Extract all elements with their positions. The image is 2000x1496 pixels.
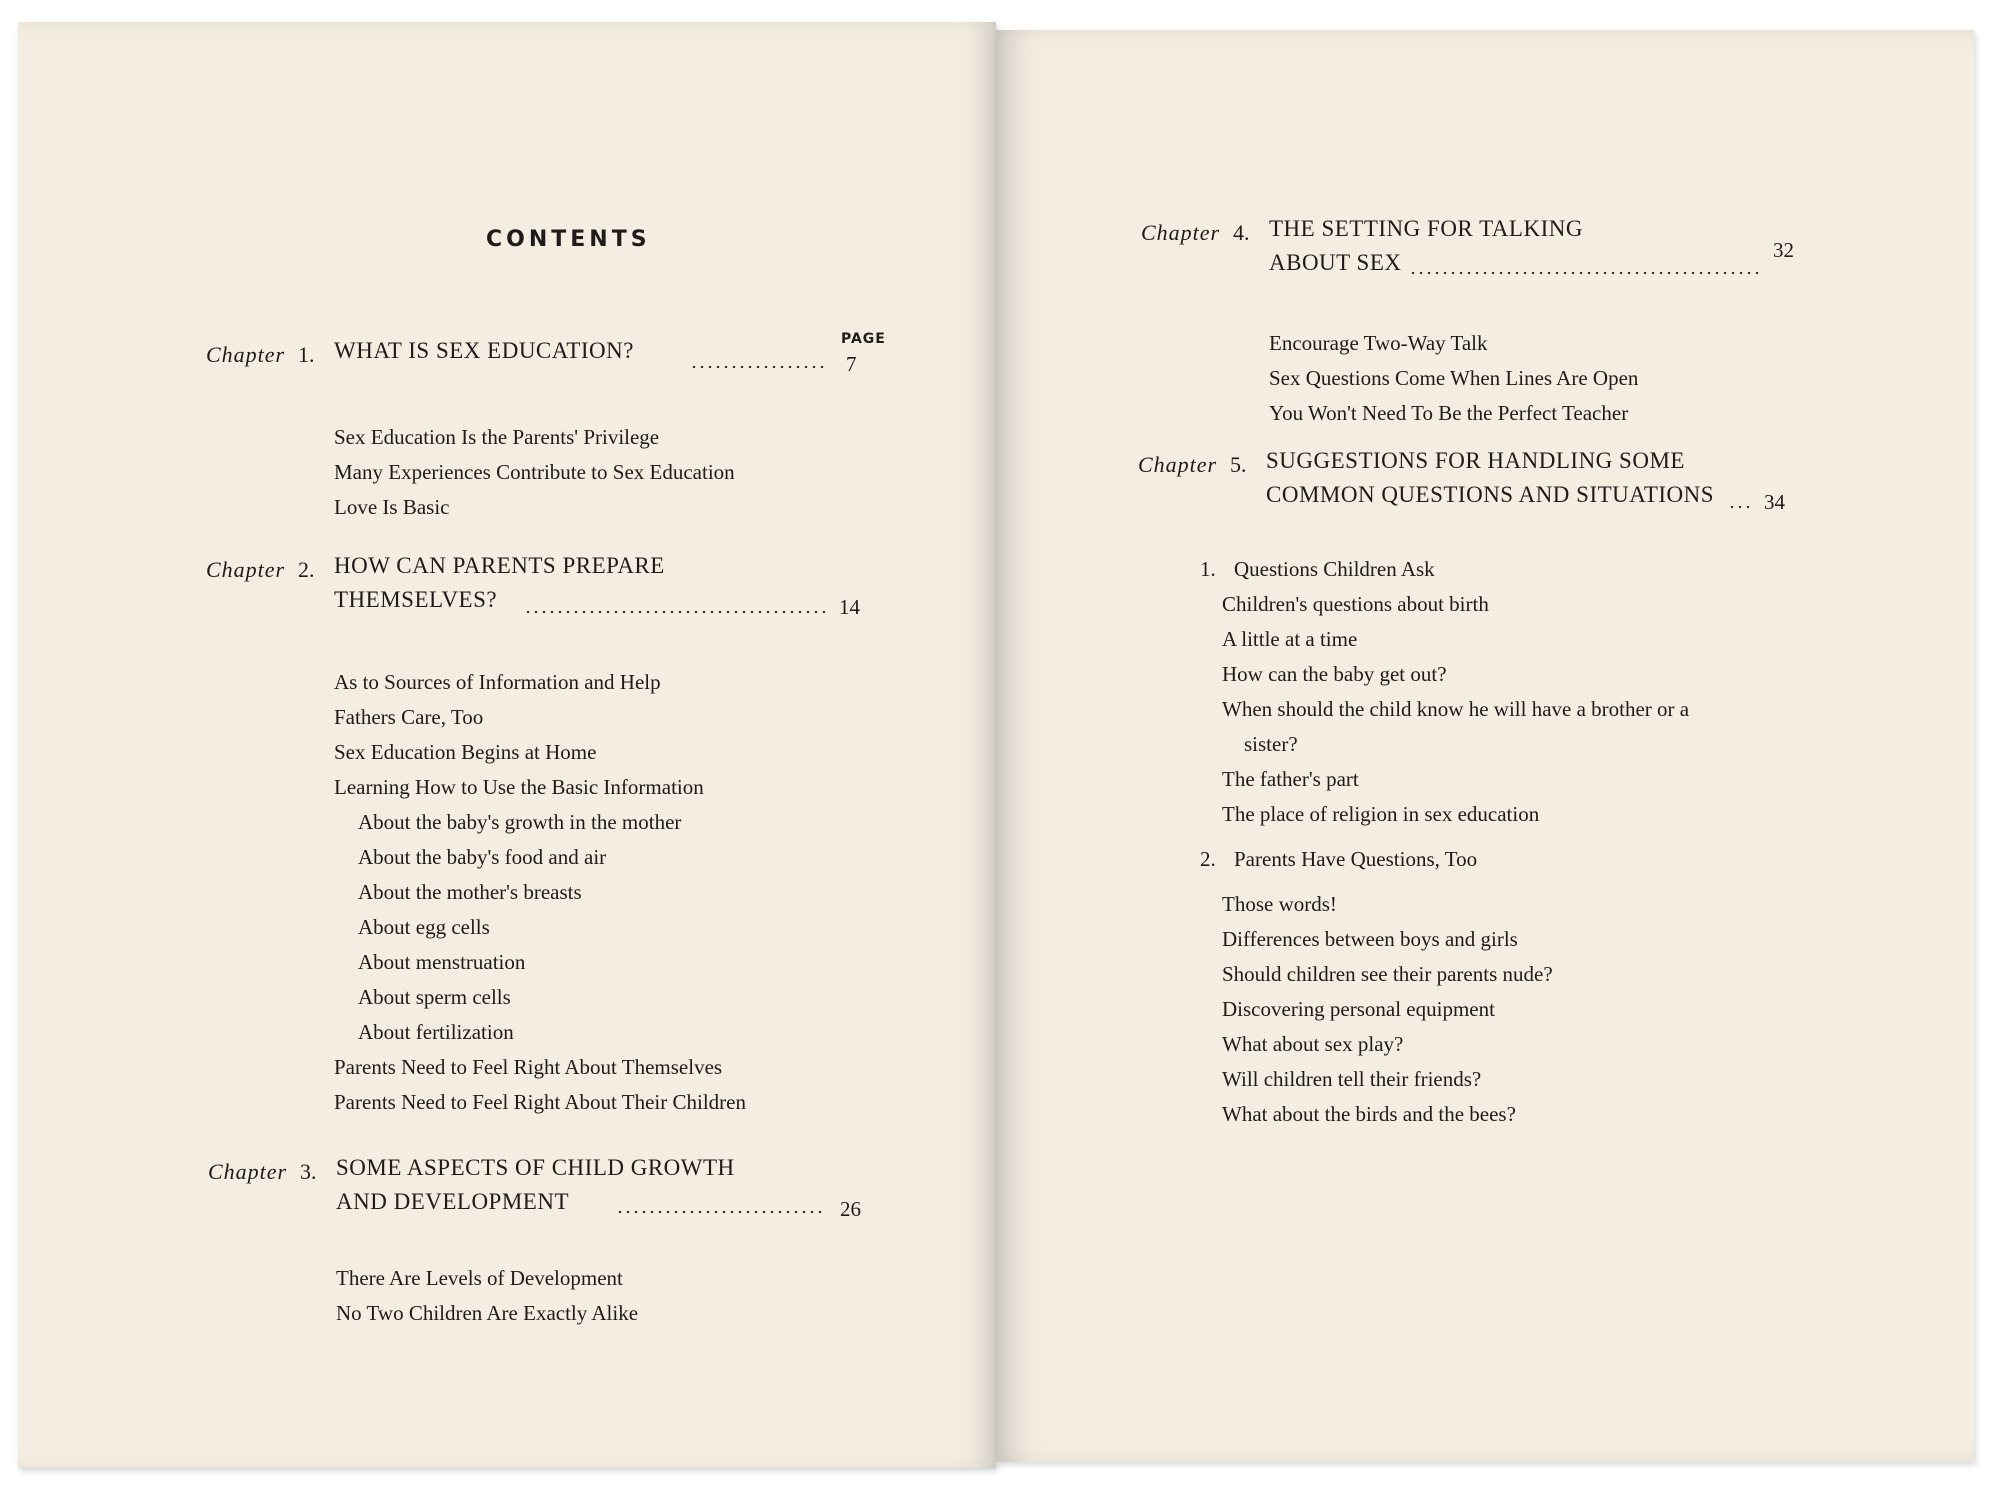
list-item: Many Experiences Contribute to Sex Education — [334, 460, 735, 484]
dot-leader — [1728, 506, 1750, 508]
chapter-title-line-1: SOME ASPECTS OF CHILD GROWTH — [336, 1155, 735, 1180]
section-2 — [1200, 842, 1820, 1132]
list-item: Children's questions about birth — [1222, 592, 1489, 616]
sub-list-item: About the baby's growth in the mother — [358, 810, 682, 834]
section-heading — [1200, 552, 1820, 587]
contents-heading: CONTENTS — [486, 227, 651, 252]
list-item: When should the child know he will have a brother or a — [1222, 697, 1690, 721]
chapter-items — [1269, 326, 1829, 431]
chapter-label: Chapter — [1141, 220, 1221, 245]
chapter-items — [336, 1261, 896, 1331]
list-item: Sex Education Is the Parents' Privilege — [334, 425, 660, 449]
chapter-number: 5. — [1230, 452, 1247, 477]
chapter-page-number: 26 — [840, 1197, 861, 1221]
dot-leader — [524, 611, 826, 613]
chapter-heading — [208, 1155, 908, 1221]
chapter-2 — [206, 553, 906, 1114]
section-title: Questions Children Ask — [1234, 557, 1435, 581]
chapter-title-line-2: AND DEVELOPMENT — [336, 1189, 570, 1214]
sub-list-item: About fertilization — [358, 1020, 514, 1044]
dot-leader — [690, 366, 826, 368]
list-item: Differences between boys and girls — [1222, 927, 1518, 951]
sub-list-item: About egg cells — [358, 915, 490, 939]
chapter-page-number: 7 — [846, 352, 857, 376]
section-items — [1200, 587, 1820, 832]
list-item: How can the baby get out? — [1222, 662, 1447, 686]
list-item: What about the birds and the bees? — [1222, 1102, 1516, 1126]
list-item: Parents Need to Feel Right About Themselves — [334, 1055, 723, 1079]
list-item: There Are Levels of Development — [336, 1266, 623, 1290]
section-number: 1. — [1200, 557, 1216, 581]
chapter-page-number: 32 — [1773, 238, 1794, 262]
chapter-title-line-2: COMMON QUESTIONS AND SITUATIONS — [1266, 482, 1715, 507]
chapter-number: 4. — [1233, 220, 1250, 245]
section-items — [1200, 887, 1820, 1132]
chapter-title-line-2: THEMSELVES? — [334, 587, 498, 612]
sub-list-item: About the mother's breasts — [358, 880, 582, 904]
chapter-page-number: 14 — [839, 595, 860, 619]
list-item: Should children see their parents nude? — [1222, 962, 1553, 986]
list-item-continuation: sister? — [1244, 732, 1298, 756]
list-item: You Won't Need To Be the Perfect Teacher — [1269, 401, 1629, 425]
chapter-heading — [206, 553, 906, 619]
list-item: Fathers Care, Too — [334, 705, 484, 729]
right-page — [996, 30, 1974, 1462]
chapter-number: 1. — [298, 342, 315, 367]
chapter-title-line-1: SUGGESTIONS FOR HANDLING SOME — [1266, 448, 1685, 473]
sub-list-item: About menstruation — [358, 950, 526, 974]
list-item: Those words! — [1222, 892, 1337, 916]
chapter-items — [334, 665, 894, 1120]
chapter-title: WHAT IS SEX EDUCATION? — [334, 338, 634, 363]
list-item: As to Sources of Information and Help — [334, 670, 661, 694]
list-item: Will children tell their friends? — [1222, 1067, 1482, 1091]
dot-leader — [1409, 272, 1759, 274]
chapter-heading — [1138, 448, 1838, 514]
chapter-items — [334, 420, 894, 525]
chapter-label: Chapter — [206, 557, 286, 582]
chapter-heading — [1141, 216, 1841, 275]
chapter-5 — [1138, 448, 1838, 1126]
list-item: Discovering personal equipment — [1222, 997, 1495, 1021]
chapter-3 — [208, 1155, 908, 1325]
chapter-number: 2. — [298, 557, 315, 582]
chapter-title-line-1: THE SETTING FOR TALKING — [1269, 216, 1583, 241]
section-number: 2. — [1200, 847, 1216, 871]
chapter-title-line-2: ABOUT SEX — [1269, 250, 1402, 275]
page-column-label: PAGE — [841, 331, 886, 347]
list-item: Learning How to Use the Basic Information — [334, 775, 704, 799]
section-title: Parents Have Questions, Too — [1234, 847, 1478, 871]
list-item: Sex Education Begins at Home — [334, 740, 597, 764]
list-item: A little at a time — [1222, 627, 1358, 651]
list-item: Sex Questions Come When Lines Are Open — [1269, 366, 1639, 390]
list-item: The father's part — [1222, 767, 1359, 791]
chapter-label: Chapter — [206, 342, 286, 367]
list-item: Encourage Two-Way Talk — [1269, 331, 1488, 355]
list-item: What about sex play? — [1222, 1032, 1404, 1056]
list-item: No Two Children Are Exactly Alike — [336, 1301, 639, 1325]
chapter-4 — [1141, 216, 1841, 425]
chapter-page-number: 34 — [1764, 490, 1785, 514]
section-heading — [1200, 842, 1820, 877]
chapter-title-line-1: HOW CAN PARENTS PREPARE — [334, 553, 665, 578]
list-item: The place of religion in sex education — [1222, 802, 1540, 826]
list-item: Love Is Basic — [334, 495, 450, 519]
chapter-label: Chapter — [1138, 452, 1218, 477]
chapter-label: Chapter — [208, 1159, 288, 1184]
chapter-number: 3. — [300, 1159, 317, 1184]
dot-leader — [616, 1211, 826, 1213]
left-page — [18, 22, 996, 1468]
sub-list-item: About the baby's food and air — [358, 845, 607, 869]
list-item: Parents Need to Feel Right About Their Children — [334, 1090, 746, 1114]
section-1 — [1200, 552, 1820, 832]
sub-list-item: About sperm cells — [358, 985, 511, 1009]
